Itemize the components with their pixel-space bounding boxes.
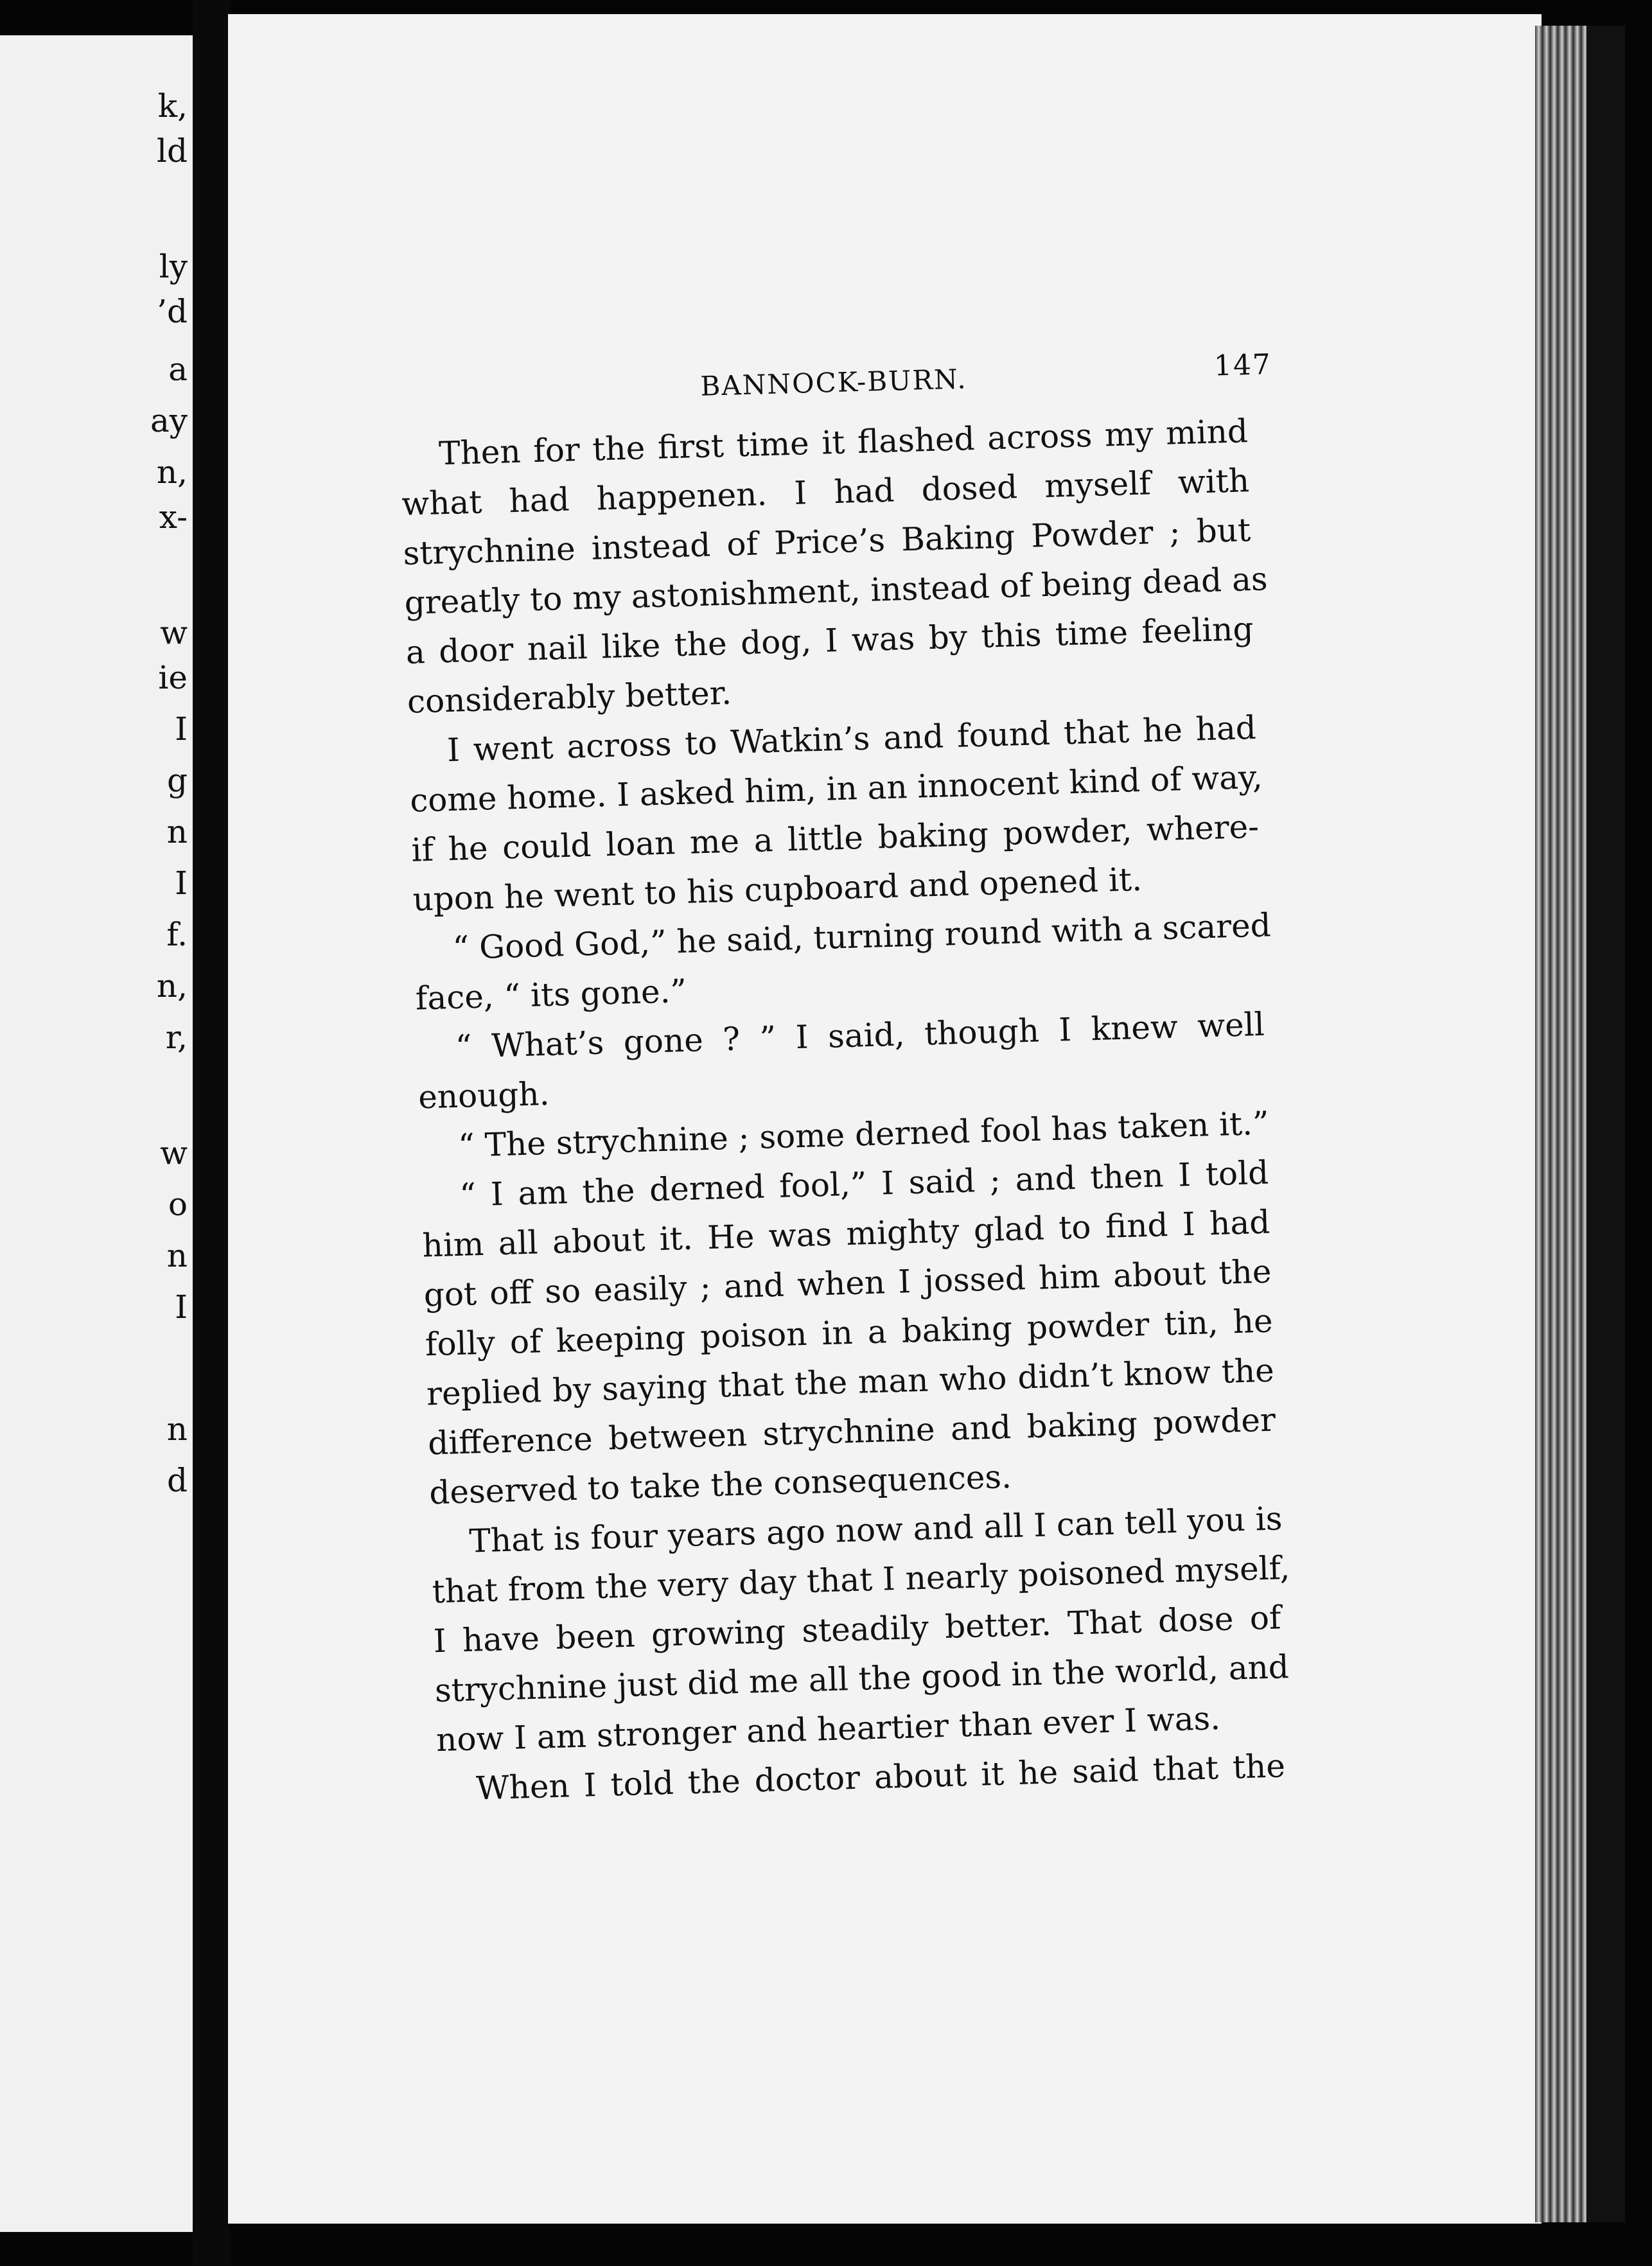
- text-line: a door nail like the dog, I was by this time feeling: [405, 610, 1254, 671]
- page-text-block: [398, 348, 1324, 1814]
- text-line: I went across to Watkin’s and found that he had: [446, 708, 1257, 769]
- text-line: upon he went to his cupboard and opened it.: [412, 860, 1143, 918]
- book-gutter: [193, 0, 230, 2266]
- text-line: enough.: [417, 1075, 550, 1116]
- text-line: him all about it. He was mighty glad to find I had: [421, 1203, 1270, 1265]
- left-page-fragment-text: x-: [159, 498, 188, 536]
- text-line: what had happenen. I had dosed myself with: [401, 462, 1250, 523]
- text-line: that from the very day that I nearly poisoned myself,: [431, 1549, 1291, 1611]
- text-line: folly of keeping poison in a baking powder tin, he: [425, 1302, 1274, 1364]
- left-page-fragment-text: I: [175, 865, 188, 902]
- text-line: come home. I asked him, in an innocent kind of way,: [409, 758, 1263, 820]
- left-page-fragment-text: g: [166, 762, 188, 799]
- left-page-fragment-text: n: [166, 1410, 188, 1448]
- running-title: BANNOCK-BURN.: [699, 363, 968, 402]
- left-page-fragment-text: ly: [159, 248, 188, 285]
- left-page-fragment-text: ld: [157, 132, 188, 170]
- text-line: deserved to take the consequences.: [428, 1458, 1012, 1512]
- text-line: replied by saying that the man who didn’t know the: [426, 1351, 1275, 1413]
- left-page-fragment-text: a: [168, 351, 188, 388]
- text-line: That is four years ago now and all I can tell you is: [468, 1500, 1283, 1560]
- left-page-fragment-text: w: [160, 614, 188, 651]
- left-page-fragment-text: n,: [156, 453, 188, 491]
- left-page-fragment-text: n: [166, 813, 188, 850]
- left-page-fragment-text: d: [166, 1462, 188, 1499]
- page-number: 147: [1213, 348, 1272, 383]
- text-line: face, “ its gone.”: [415, 972, 687, 1017]
- left-page-fragment: [0, 35, 193, 2232]
- left-page-fragment-text: ay: [150, 402, 188, 439]
- page-edge-shadow: [1586, 26, 1625, 2222]
- left-page-fragment-text: o: [168, 1186, 188, 1223]
- text-line: if he could loan me a little baking powder, where-: [410, 807, 1260, 869]
- text-line: “ What’s gone ? ” I said, though I knew well: [455, 1005, 1265, 1066]
- text-line: now I am stronger and heartier than ever I was.: [435, 1699, 1221, 1759]
- left-page-fragment-text: w: [160, 1134, 188, 1172]
- text-line: “ I am the derned fool,” I said ; and then I told: [459, 1154, 1269, 1214]
- left-page-fragment-text: k,: [157, 87, 188, 125]
- body-text: [400, 405, 1324, 1814]
- text-line: strychnine just did me all the good in the world, and: [434, 1648, 1290, 1710]
- text-line: When I told the doctor about it he said that the: [475, 1747, 1286, 1807]
- left-page-fragment-text: I: [175, 1288, 188, 1326]
- text-line: strychnine instead of Price’s Baking Powder ; but: [402, 511, 1251, 572]
- text-line: “ The strychnine ; some derned fool has taken it.”: [457, 1104, 1270, 1164]
- left-page-fragment-text: ’d: [157, 293, 188, 330]
- left-page-fragment-text: r,: [165, 1019, 188, 1056]
- left-page-fragment-text: n: [166, 1237, 188, 1274]
- text-line: got off so easily ; and when I jossed him about the: [423, 1252, 1272, 1314]
- text-line: difference between strychnine and baking powder: [427, 1401, 1276, 1462]
- text-line: “ Good God,” he said, turning round with a scared: [452, 906, 1272, 967]
- right-page: [228, 14, 1542, 2224]
- left-page-fragment-text: f.: [166, 916, 188, 953]
- left-page-fragment-text: n,: [156, 967, 188, 1005]
- text-line: greatly to my astonishment, instead of being dead as: [403, 560, 1269, 622]
- text-line: Then for the first time it flashed across my mind: [438, 412, 1249, 473]
- left-page-fragment-text: I: [175, 710, 188, 748]
- text-line: I have been growing steadily better. That dose of: [433, 1599, 1282, 1660]
- text-line: considerably better.: [407, 674, 732, 721]
- left-page-fragment-text: ie: [158, 659, 188, 696]
